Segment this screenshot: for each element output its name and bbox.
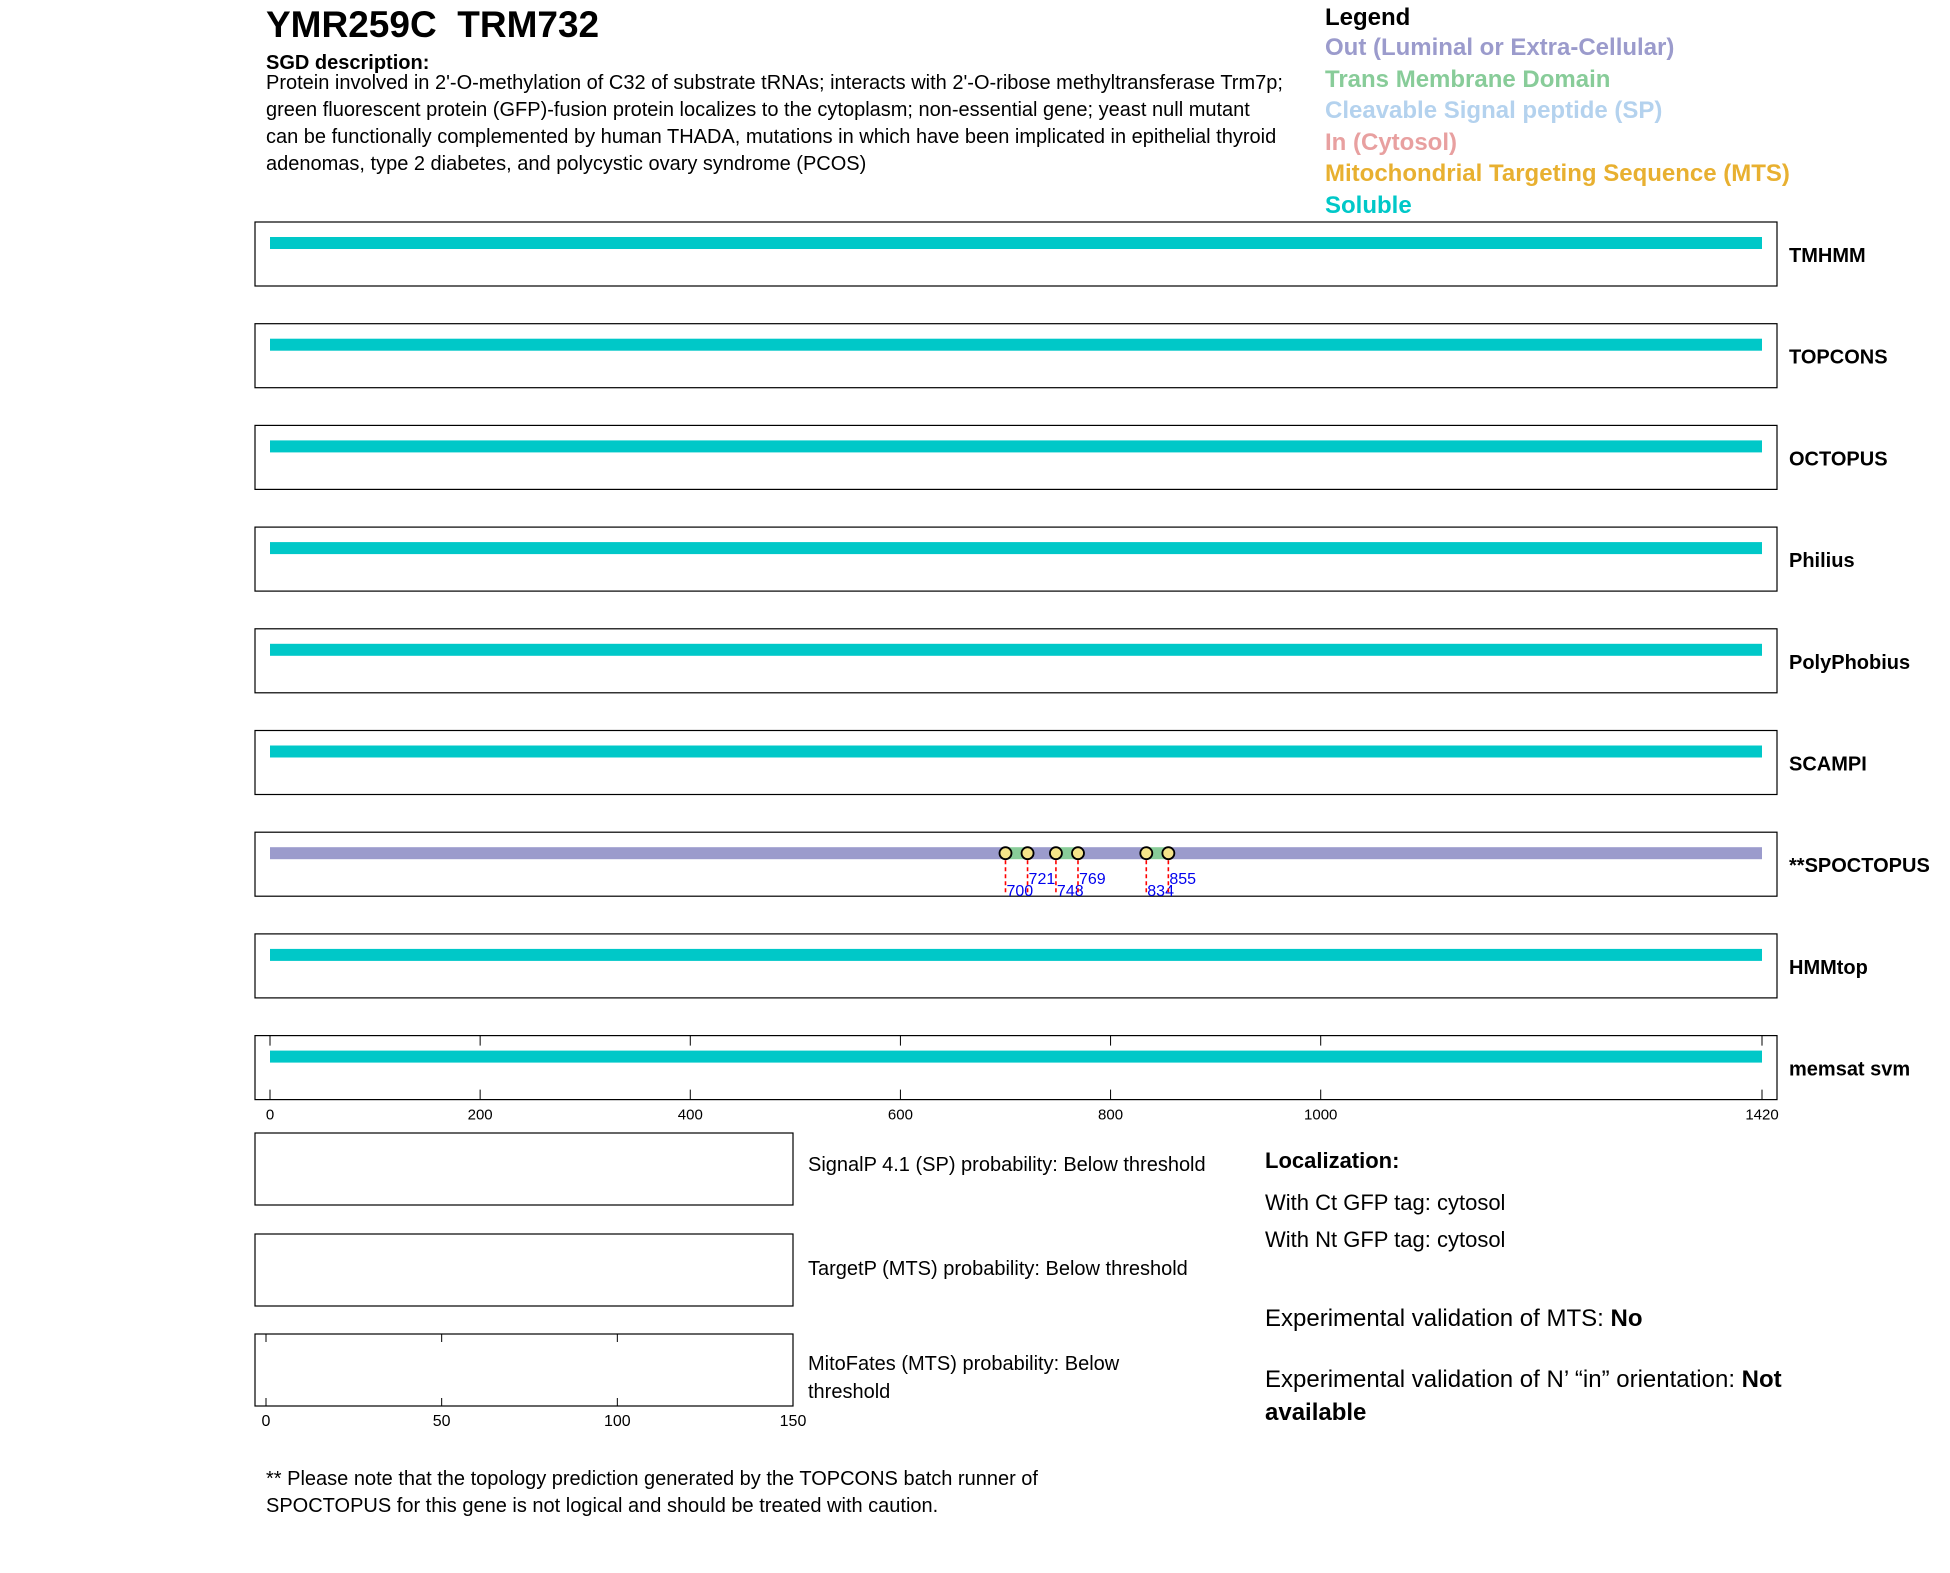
track-label: **SPOCTOPUS <box>1789 855 1930 878</box>
mts-validation <box>1265 1305 1642 1333</box>
track-label: memsat svm <box>1789 1058 1911 1081</box>
track-label: OCTOPUS <box>1789 448 1888 471</box>
sgd-description-text: Protein involved in 2'-O-methylation of C32 of substrate tRNAs; interacts with 2'-O-ribose methyltransferase Trm7p; green fluorescent protein (GFP)-fusion protein localizes to the cytoplasm; non-essential gene; yeast null mutant can be functionally complemented by human THADA, mutations in which have been implicated in epithelial thyroid adenomas, type 2 diabetes, and polycystic ovary syndrome (PCOS) <box>266 72 1283 175</box>
n-in-validation <box>1265 1363 1885 1429</box>
track-frame <box>255 527 1777 591</box>
track-segment <box>270 440 1762 452</box>
legend-item: Soluble <box>1325 191 1412 219</box>
boundary-marker <box>1162 847 1174 859</box>
spoctopus-note: ** Please note that the topology prediction generated by the TOPCONS batch runner of SPOCTOPUS for this gene is not logical and should be treated with caution. <box>266 1468 1038 1517</box>
boundary-label: 834 <box>1147 883 1174 901</box>
track-label: SCAMPI <box>1789 753 1867 776</box>
track-label: HMMtop <box>1789 956 1868 979</box>
track-segment <box>270 542 1762 554</box>
x-tick-label: 0 <box>265 1106 275 1124</box>
track-segment <box>270 1051 1762 1063</box>
x-tick-label: 400 <box>677 1106 703 1124</box>
probability-panel <box>255 1133 793 1205</box>
boundary-label: 855 <box>1169 871 1197 889</box>
track-frame <box>255 731 1777 795</box>
gene-name: TRM732 <box>457 4 600 45</box>
legend-item: In (Cytosol) <box>1325 128 1457 156</box>
legend-item: Cleavable Signal peptide (SP) <box>1325 97 1663 124</box>
boundary-label: 700 <box>1006 883 1034 901</box>
track-frame <box>255 222 1777 286</box>
n-in-validation-prefix: Experimental validation of N’ “in” orientation: <box>1265 1366 1742 1393</box>
boundary-marker <box>1140 847 1152 859</box>
localization-block <box>1265 1148 1505 1258</box>
boundary-marker <box>1050 847 1062 859</box>
track-segment <box>270 746 1762 758</box>
x-tick-label: 800 <box>1098 1106 1124 1124</box>
track-label: TOPCONS <box>1789 346 1888 369</box>
probability-panel <box>255 1334 793 1406</box>
x-tick-label: 200 <box>467 1106 493 1124</box>
mts-validation-prefix: Experimental validation of MTS: <box>1265 1305 1611 1332</box>
x-tick-label: 600 <box>887 1106 913 1124</box>
legend-item: Trans Membrane Domain <box>1325 65 1611 93</box>
x-tick-label: 1000 <box>1304 1106 1338 1124</box>
track-label: Philius <box>1789 550 1855 573</box>
track-segment <box>1168 847 1762 859</box>
boundary-marker <box>1072 847 1084 859</box>
mts-validation-value: No <box>1610 1305 1643 1332</box>
panel-x-tick-label: 0 <box>261 1413 271 1430</box>
boundary-marker <box>999 847 1011 859</box>
boundary-label: 769 <box>1078 871 1106 889</box>
legend-item: Out (Luminal or Extra-Cellular) <box>1325 34 1675 61</box>
gene-id: YMR259C <box>266 4 437 45</box>
track-frame <box>255 629 1777 693</box>
legend-item: Mitochondrial Targeting Sequence (MTS) <box>1325 160 1790 187</box>
localization-nt: With Nt GFP tag: cytosol <box>1265 1227 1506 1252</box>
track-frame <box>255 324 1777 388</box>
track-label: PolyPhobius <box>1789 651 1911 674</box>
probability-panel <box>255 1234 793 1306</box>
localization-title: Localization: <box>1265 1148 1400 1173</box>
boundary-label: 748 <box>1056 883 1084 901</box>
targetp-probability-label: TargetP (MTS) probability: Below threshold <box>808 1258 1188 1280</box>
sgd-description-label: SGD description: <box>266 52 430 74</box>
boundary-marker <box>1022 847 1034 859</box>
panel-x-tick-label: 50 <box>432 1413 451 1430</box>
track-segment <box>270 237 1762 249</box>
n-in-validation-value: Not available <box>1265 1366 1782 1426</box>
localization-ct: With Ct GFP tag: cytosol <box>1265 1190 1506 1215</box>
panel-x-tick-label: 150 <box>779 1413 807 1430</box>
track-segment <box>1078 847 1146 859</box>
track-segment <box>270 949 1762 961</box>
legend-title: Legend <box>1325 4 1411 31</box>
panel-x-tick-label: 100 <box>603 1413 631 1430</box>
track-frame <box>255 1036 1777 1100</box>
track-segment <box>270 847 1005 859</box>
track-label: TMHMM <box>1789 245 1866 267</box>
mitofates-probability-label: MitoFates (MTS) probability: Below threshold <box>808 1353 1120 1403</box>
track-frame <box>255 934 1777 998</box>
signalp-probability-label: SignalP 4.1 (SP) probability: Below threshold <box>808 1154 1206 1176</box>
x-tick-label: 1420 <box>1745 1106 1779 1124</box>
track-segment <box>270 644 1762 656</box>
boundary-label: 721 <box>1028 871 1056 889</box>
track-frame <box>255 425 1777 489</box>
track-segment <box>270 339 1762 351</box>
